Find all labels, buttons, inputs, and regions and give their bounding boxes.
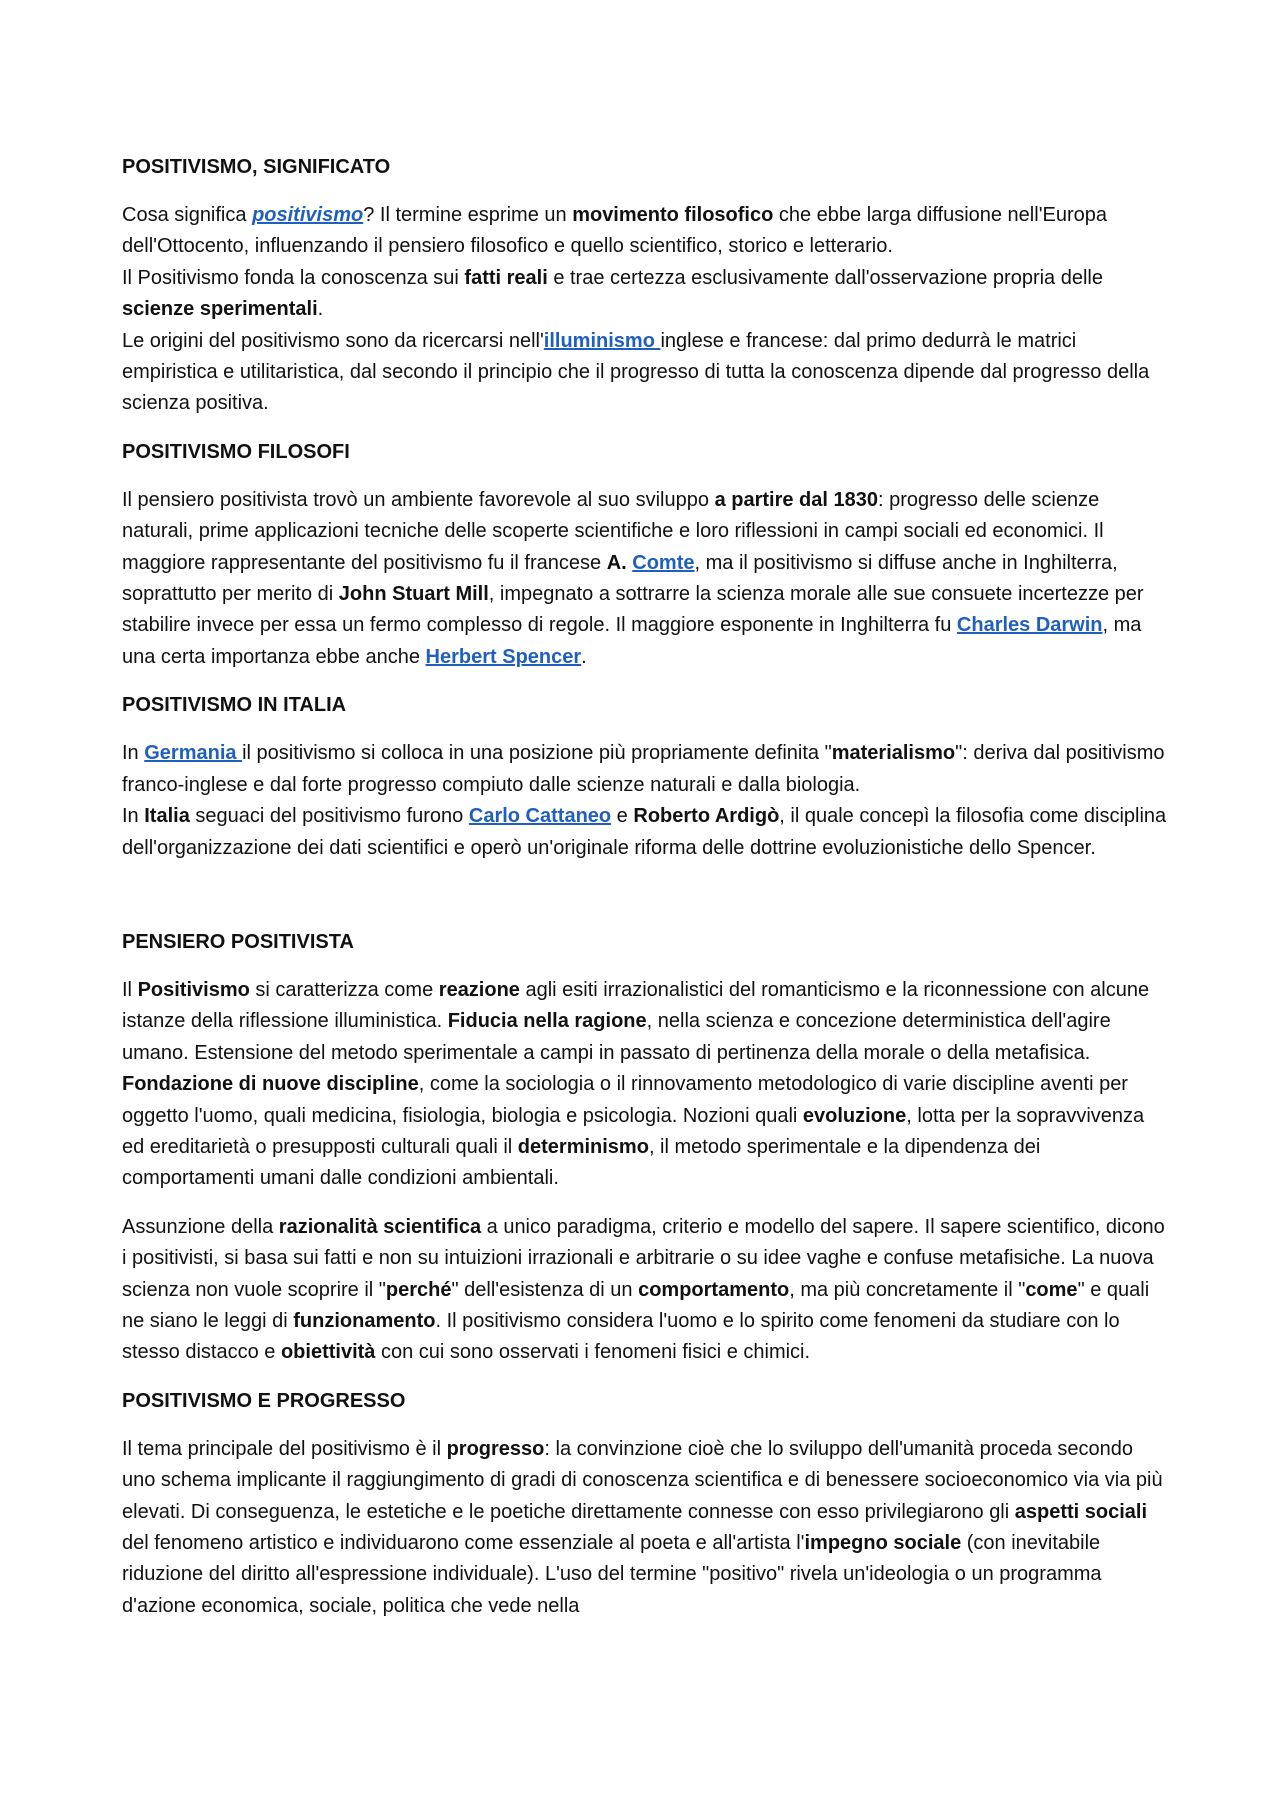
link-charles-darwin[interactable]: Charles Darwin	[956, 614, 1103, 637]
paragraph: Assunzione della razionalità scientifica a unico paradigma, criterio e modello del sapere. Il sapere scientifico, dicono i positivisti, si basa sui fatti e non su intuizioni irrazionali e arbitrarie o su idee vaghe e confuse metafisiche. La nuova scienza non vuole scoprire il "perché" dell'esistenza di un comportamento, ma più concretamente il "come" e quali ne siano le leggi di funzionamento. Il positivismo considera l'uomo e lo spirito come fenomeni da studiare con lo stesso distacco e obiettività con cui sono osservati i fenomeni fisici e chimici.	[122, 1215, 1165, 1364]
section-heading: PENSIERO POSITIVISTA	[122, 930, 354, 953]
paragraph: Il tema principale del positivismo è il progresso: la convinzione cioè che lo sviluppo dell'umanità proceda secondo uno schema implicante il raggiungimento di gradi di conoscenza scientifica e di benessere socioeconomico via via più elevati. Di conseguenza, le estetiche e le poetiche direttamente connesse con esso privilegiarono gli aspetti sociali del fenomeno artistico e individuarono come essenziale al poeta e all'artista l'impegno sociale (con inevitabile riduzione del diritto all'espressione individuale). L'uso del termine "positivo" rivela un'ideologia o un programma d'azione economica, sociale, politica che vede nella	[122, 1437, 1163, 1617]
blank-line	[122, 881, 1170, 927]
section-heading: POSITIVISMO, SIGNIFICATO	[122, 156, 391, 178]
section-heading: POSITIVISMO E PROGRESSO	[122, 1389, 406, 1412]
link-germania[interactable]: Germania	[144, 742, 243, 765]
paragraph: In Germania il positivismo si colloca in una posizione più propriamente definita "materialismo": deriva dal positivismo franco-inglese e dal forte progresso compiuto dalle scienze naturali e dalla biologia. In Italia seguaci del positivismo furono Carlo Cattaneo e Roberto Ardigò, il quale concepì la filosofia come disciplina dell'organizzazione dei dati scientifici e operò un'originale riforma delle dottrine evoluzionistiche dello Spencer.	[122, 742, 1167, 859]
section-heading: POSITIVISMO IN ITALIA	[122, 694, 347, 717]
link-comte[interactable]: Comte	[632, 551, 695, 574]
link-positivismo[interactable]: positivismo	[252, 204, 364, 226]
link-illuminismo[interactable]: illuminismo	[543, 329, 661, 352]
paragraph: Il Positivismo si caratterizza come reazione agli esiti irrazionalistici del romanticismo e la riconnessione con alcune istanze della riflessione illuministica. Fiducia nella ragione, nella scienza e concezione deterministica dell'agire umano. Estensione del metodo sperimentale a campi in passato di pertinenza della morale o della metafisica. Fondazione di nuove discipline, come la sociologia o il rinnovamento metodologico di varie discipline aventi per oggetto l'uomo, quali medicina, fisiologia, biologia e psicologia. Nozioni quali evoluzione, lotta per la sopravvivenza ed ereditarietà o presupposti culturali quali il determinismo, il metodo sperimentale e la dipendenza dei comportamenti umani dalle condizioni ambientali.	[122, 978, 1150, 1190]
paragraph: Cosa significa positivismo? Il termine esprime un movimento filosofico che ebbe larga diffusione nell'Europa dell'Ottocento, influenzando il pensiero filosofico e quello scientifico, storico e letterario. Il Positivismo fonda la conoscenza sui fatti reali e trae certezza esclusivamente dall'osservazione propria delle scienze sperimentali. Le origini del positivismo sono da ricercarsi nell'illuminismo inglese e francese: dal primo dedurrà le matrici empiristica e utilitaristica, dal secondo il principio che il progresso di tutta la conoscenza dipende dal progresso della scienza positiva.	[122, 204, 1150, 415]
section-heading: POSITIVISMO FILOSOFI	[122, 440, 350, 463]
link-herbert-spencer[interactable]: Herbert Spencer	[425, 645, 582, 668]
paragraph: Il pensiero positivista trovò un ambiente favorevole al suo sviluppo a partire dal 1830: progresso delle scienze naturali, prime applicazioni tecniche delle scoperte scientifiche e loro riflessioni in campi sociali ed economici. Il maggiore rappresentante del positivismo fu il francese A. Comte, ma il positivismo si diffuse anche in Inghilterra, soprattutto per merito di John Stuart Mill, impegnato a sottrarre la scienza morale alle sue consuete incertezze per stabilire invece per essa un fermo complesso di regole. Il maggiore esponente in Inghilterra fu Charles Darwin, ma una certa importanza ebbe anche Herbert Spencer.	[122, 488, 1144, 668]
link-carlo-cattaneo[interactable]: Carlo Cattaneo	[468, 805, 612, 828]
